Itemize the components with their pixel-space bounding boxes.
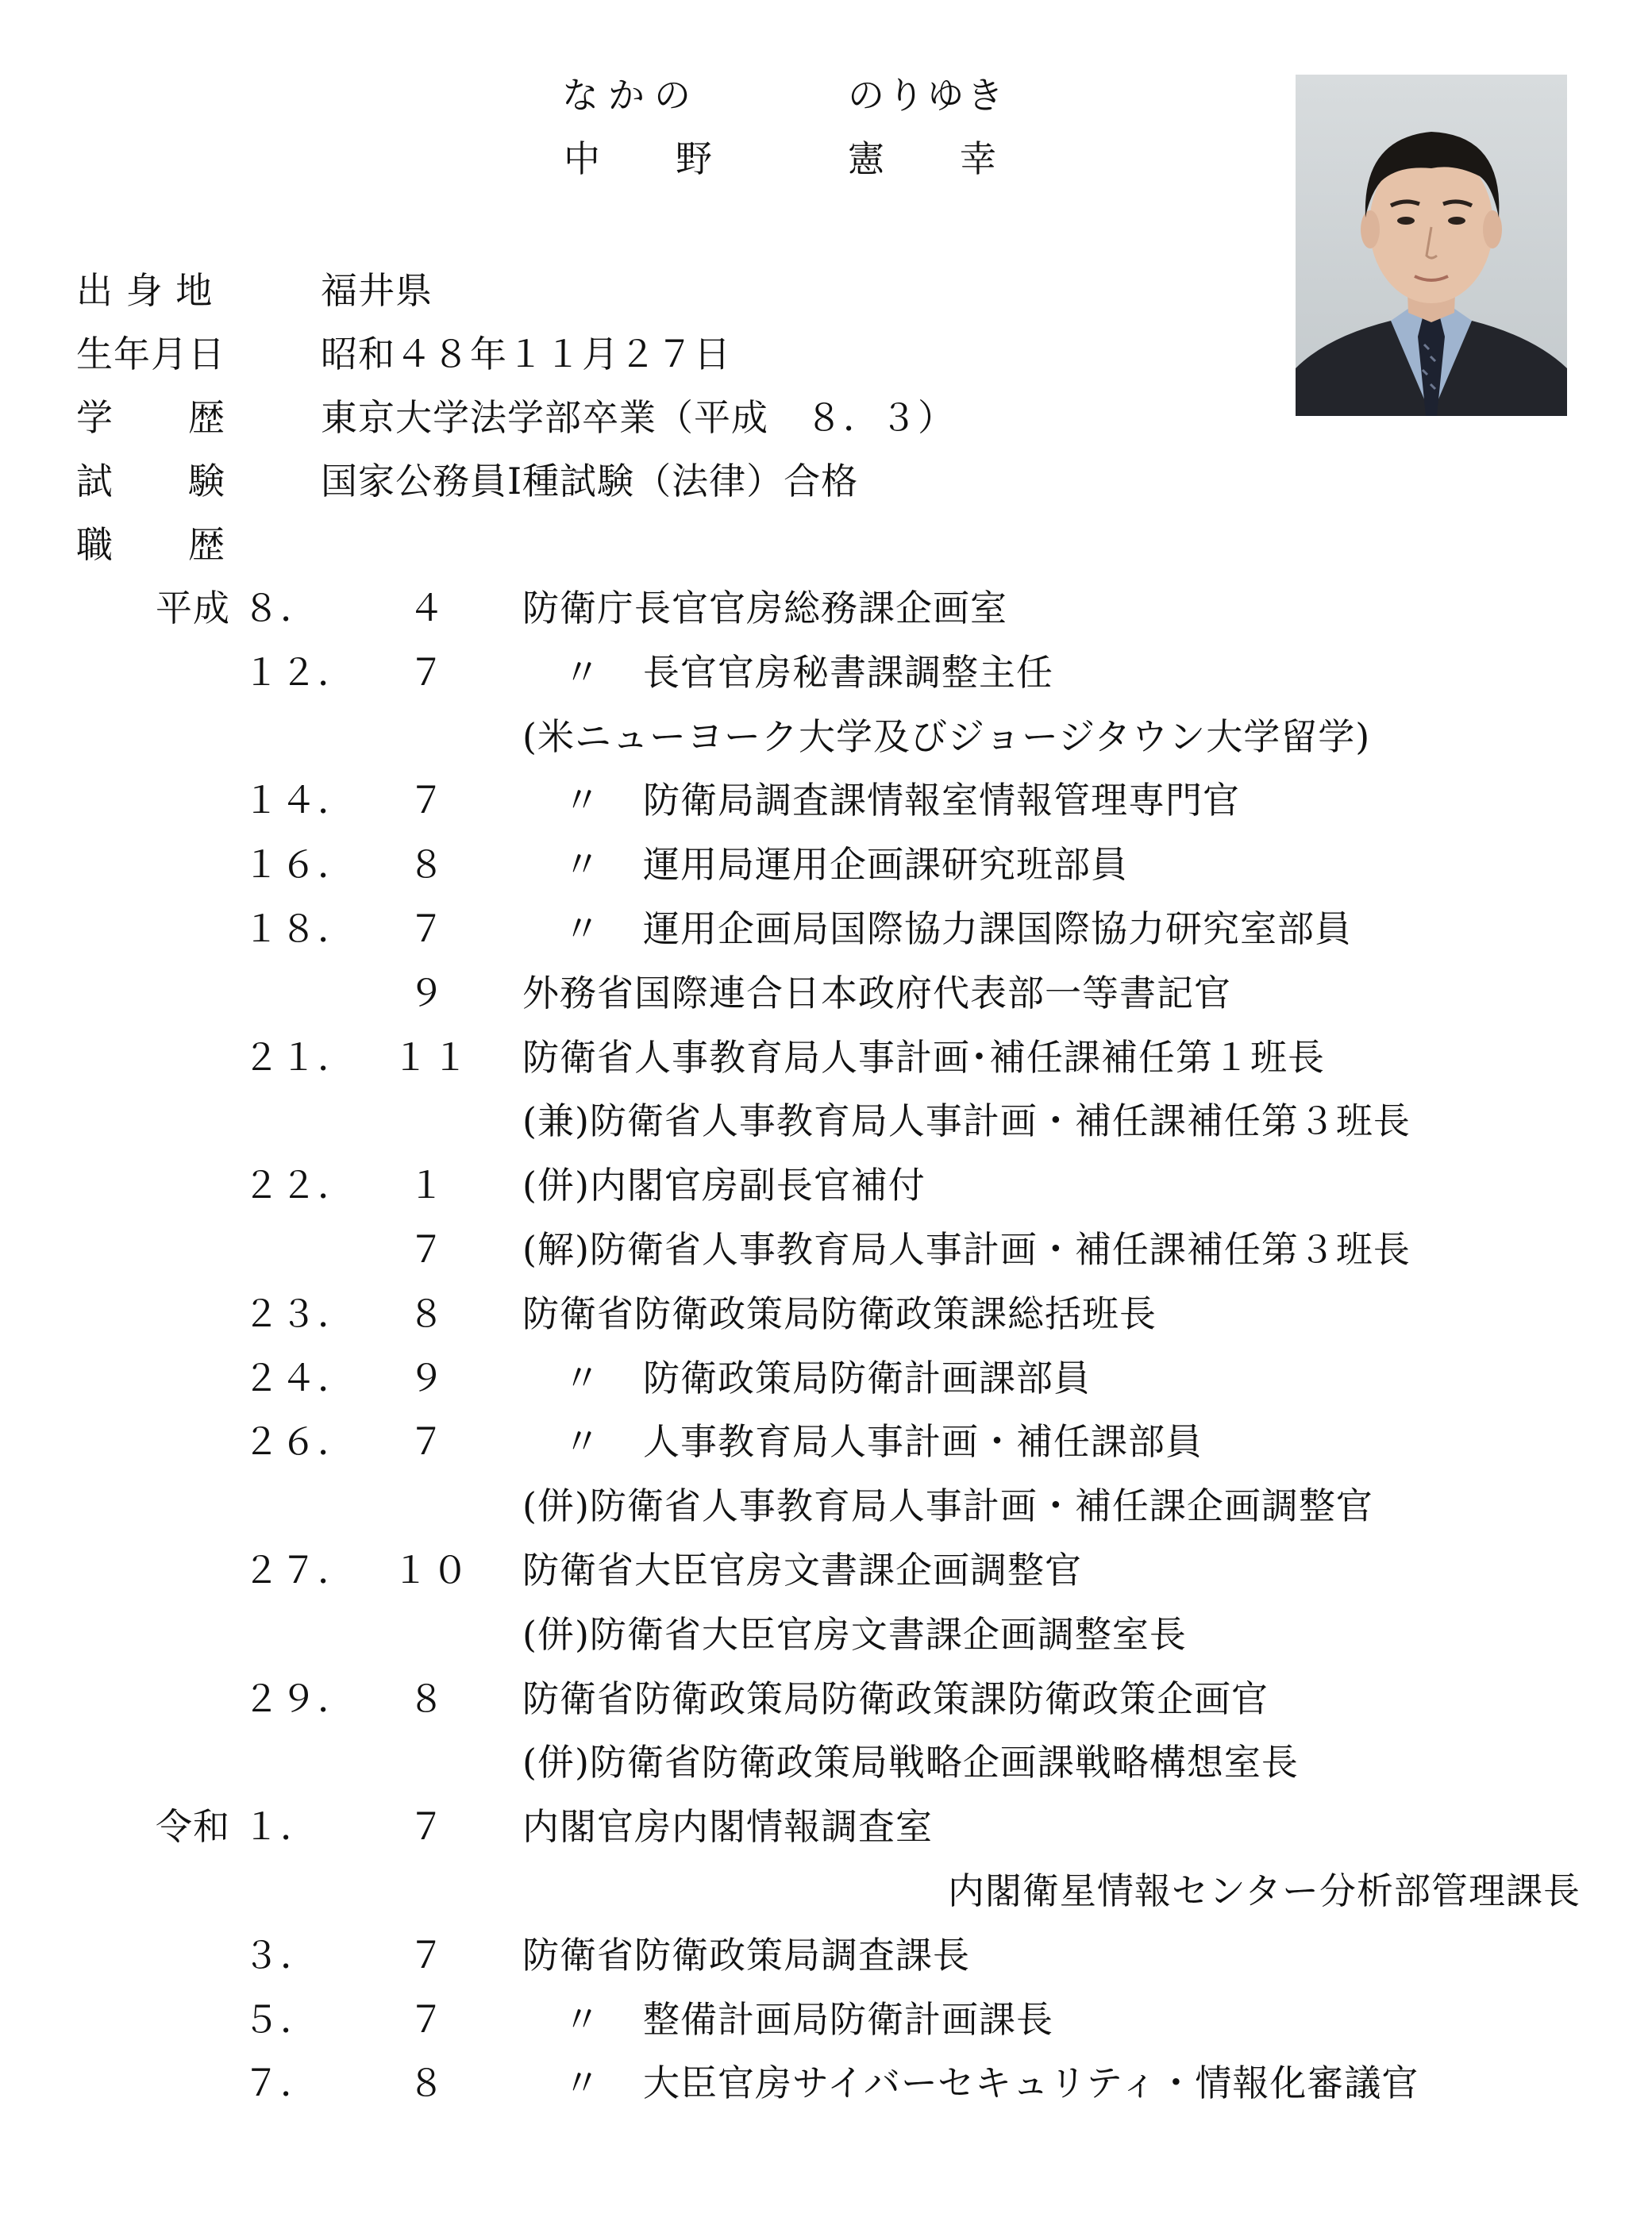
career-year: ３． bbox=[243, 1934, 318, 1977]
career-entry: (米ニューヨーク大学及びジョージタウン大学留学) bbox=[522, 715, 1371, 758]
career-entry: 防衛省人事教育局人事計画･補任課補任第１班長 bbox=[522, 1036, 1325, 1079]
profile-label: 職 歴 bbox=[76, 523, 225, 566]
career-month: １ bbox=[408, 1164, 448, 1207]
career-entry: 防衛省防衛政策局調査課長 bbox=[522, 1934, 970, 1977]
career-month: ４ bbox=[408, 587, 448, 629]
career-era: 平成 bbox=[156, 587, 230, 629]
career-entry: (解)防衛省人事教育局人事計画・補任課補任第３班長 bbox=[522, 1228, 1411, 1271]
career-entry: 内閣衛星情報センター分析部管理課長 bbox=[947, 1869, 1581, 1912]
name-kanji-family: 中 野 bbox=[564, 137, 713, 180]
career-entry: 整備計画局防衛計画課長 bbox=[643, 1998, 1053, 2041]
career-month: １１ bbox=[392, 1036, 472, 1079]
career-entry: 防衛局調査課情報室情報管理専門官 bbox=[643, 779, 1240, 822]
career-entry: (併)内閣官房副長官補付 bbox=[522, 1164, 926, 1207]
career-year: ２６． bbox=[243, 1420, 355, 1463]
career-year: ２４． bbox=[243, 1357, 355, 1399]
career-year: ２７． bbox=[243, 1549, 355, 1592]
career-month: ７ bbox=[408, 907, 448, 950]
profile-value: 福井県 bbox=[321, 269, 433, 312]
profile-value: 昭和４８年１１月２７日 bbox=[321, 333, 731, 375]
career-month: ８ bbox=[408, 1292, 448, 1335]
career-month: ７ bbox=[408, 1998, 448, 2041]
profile-label: 学 歴 bbox=[76, 396, 225, 439]
career-year: ２９． bbox=[243, 1677, 355, 1720]
career-month: １０ bbox=[392, 1549, 472, 1592]
career-year: ２３． bbox=[243, 1292, 355, 1335]
career-entry: (兼)防衛省人事教育局人事計画・補任課補任第３班長 bbox=[522, 1099, 1411, 1142]
career-year: ２２． bbox=[243, 1164, 355, 1207]
name-kana-family: なかの bbox=[562, 74, 700, 117]
career-year: ５． bbox=[243, 1998, 318, 2041]
career-entry: 運用局運用企画課研究班部員 bbox=[643, 843, 1128, 886]
career-entry: 運用企画局国際協力課国際協力研究室部員 bbox=[643, 907, 1352, 950]
career-entry: 防衛庁長官官房総務課企画室 bbox=[522, 587, 1007, 629]
career-ditto-mark: 〃 bbox=[564, 2062, 601, 2104]
career-entry: 人事教育局人事計画・補任課部員 bbox=[643, 1420, 1203, 1463]
career-month: ８ bbox=[408, 2062, 448, 2104]
career-ditto-mark: 〃 bbox=[564, 843, 601, 886]
career-month: ７ bbox=[408, 1420, 448, 1463]
career-era: 令和 bbox=[156, 1805, 230, 1848]
career-month: ８ bbox=[408, 1677, 448, 1720]
career-year: １８． bbox=[243, 907, 355, 950]
portrait-photo bbox=[1296, 75, 1567, 416]
career-month: ７ bbox=[408, 1805, 448, 1848]
career-year: ２１． bbox=[243, 1036, 355, 1079]
name-kana-given: のりゆき bbox=[848, 74, 1007, 117]
career-entry: 防衛省大臣官房文書課企画調整官 bbox=[522, 1549, 1082, 1592]
career-ditto-mark: 〃 bbox=[564, 1420, 601, 1463]
career-entry: 内閣官房内閣情報調査室 bbox=[522, 1805, 933, 1848]
career-entry: (併)防衛省大臣官房文書課企画調整室長 bbox=[522, 1613, 1187, 1656]
career-entry: 防衛省防衛政策局防衛政策課防衛政策企画官 bbox=[522, 1677, 1269, 1720]
profile-label: 出 身 地 bbox=[76, 269, 214, 312]
portrait-image bbox=[1296, 75, 1567, 416]
career-ditto-mark: 〃 bbox=[564, 1357, 601, 1399]
career-entry: 防衛省防衛政策局防衛政策課総括班長 bbox=[522, 1292, 1157, 1335]
career-month: ９ bbox=[408, 1357, 448, 1399]
profile-label: 生年月日 bbox=[76, 333, 225, 375]
career-entry: 長官官房秘書課調整主任 bbox=[643, 651, 1053, 694]
career-ditto-mark: 〃 bbox=[564, 1998, 601, 2041]
career-entry: 大臣官房サイバーセキュリティ・情報化審議官 bbox=[643, 2062, 1419, 2104]
profile-label: 試 験 bbox=[76, 460, 225, 502]
career-month: ７ bbox=[408, 1228, 448, 1271]
career-month: ７ bbox=[408, 651, 448, 694]
career-year: ８． bbox=[243, 587, 318, 629]
career-ditto-mark: 〃 bbox=[564, 651, 601, 694]
career-year: １． bbox=[243, 1805, 318, 1848]
career-entry: 外務省国際連合日本政府代表部一等書記官 bbox=[522, 972, 1231, 1014]
career-entry: 防衛政策局防衛計画課部員 bbox=[643, 1357, 1091, 1399]
career-year: １２． bbox=[243, 651, 355, 694]
career-month: ８ bbox=[408, 843, 448, 886]
career-ditto-mark: 〃 bbox=[564, 779, 601, 822]
profile-value: 国家公務員Ⅰ種試験（法律）合格 bbox=[321, 460, 859, 502]
career-entry: (併)防衛省人事教育局人事計画・補任課企画調整官 bbox=[522, 1484, 1373, 1527]
career-ditto-mark: 〃 bbox=[564, 907, 601, 950]
career-month: ７ bbox=[408, 779, 448, 822]
career-month: ９ bbox=[408, 972, 448, 1014]
career-year: １６． bbox=[243, 843, 355, 886]
career-year: １４． bbox=[243, 779, 355, 822]
name-kanji-given: 憲 幸 bbox=[848, 137, 997, 180]
career-month: ７ bbox=[408, 1934, 448, 1977]
career-year: ７． bbox=[243, 2062, 318, 2104]
career-entry: (併)防衛省防衛政策局戦略企画課戦略構想室長 bbox=[522, 1741, 1299, 1784]
profile-value: 東京大学法学部卒業（平成 ８．３） bbox=[321, 396, 955, 439]
